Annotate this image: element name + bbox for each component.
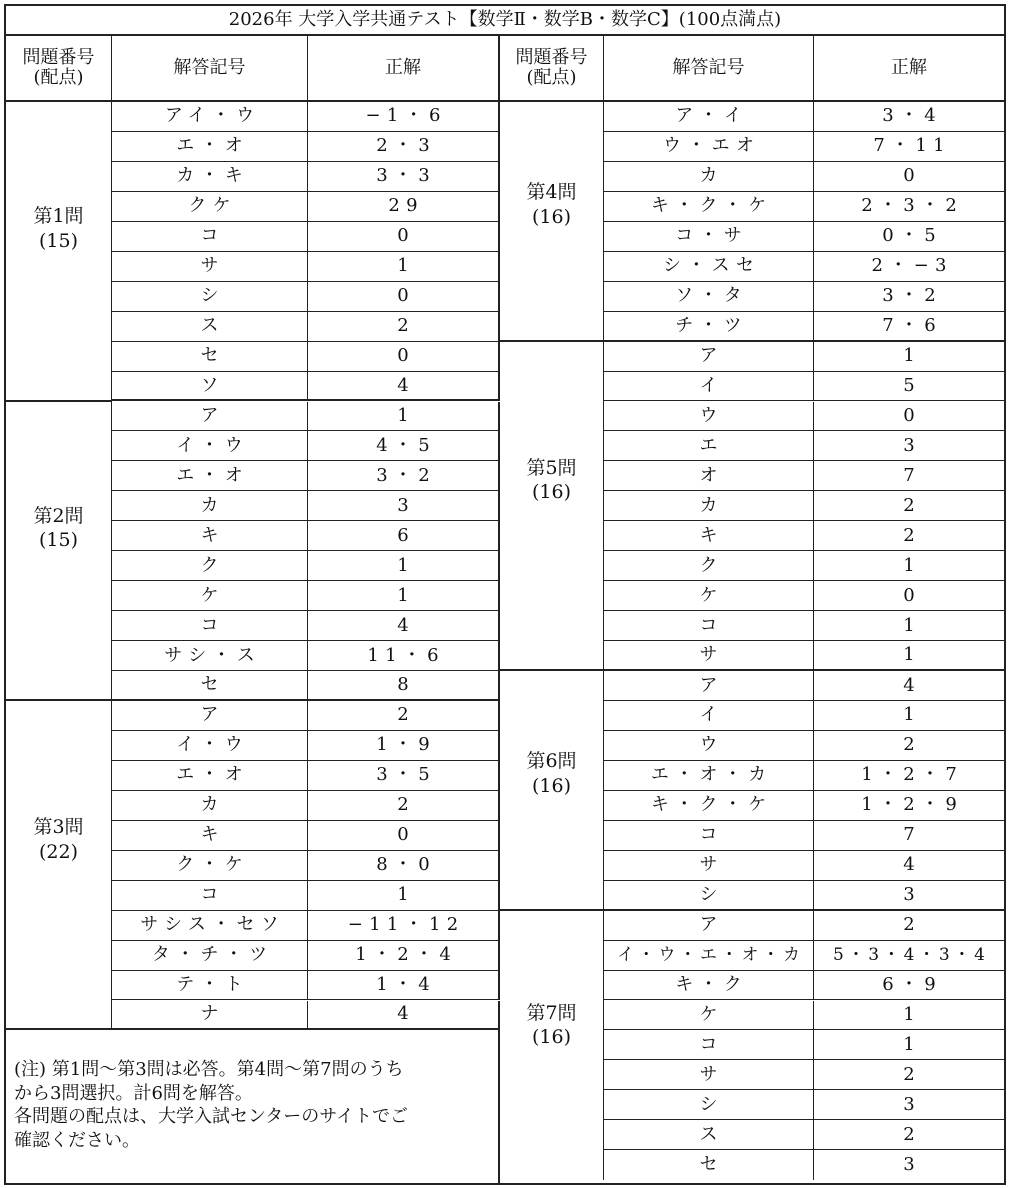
answer-symbol: エ・オ [112,461,308,491]
answer-symbol: ク [604,551,814,581]
answer-value: 7 [814,821,1004,851]
problem-points: (15) [38,529,78,552]
problem-label [500,671,604,911]
answer-symbol: ウ [604,731,814,761]
answer-value: 4 [308,372,500,402]
answer-value: 4・5 [308,431,500,461]
answer-symbol: タ・チ・ツ [112,941,308,971]
table-title: 2026年 大学入学共通テスト【数学Ⅱ・数学B・数学C】(100点満点) [6,6,1004,36]
answer-symbol: シ [604,881,814,911]
answer-value: 3・2 [814,282,1004,312]
answer-symbol: カ・キ [112,162,308,192]
footnote-line: から3問選択。計6問を解答。 [14,1082,253,1104]
answer-symbol: ソ・タ [604,282,814,312]
answer-symbol: ケ [604,1001,814,1031]
answer-symbol: カ [604,162,814,192]
answer-symbol: ク [112,551,308,581]
answer-symbol: コ [604,611,814,641]
answer-value: 4 [814,671,1004,701]
answer-value: 2 [308,791,500,821]
footnote [6,1030,500,1183]
answer-value: 0 [308,282,500,312]
answer-symbol: ウ・エオ [604,132,814,162]
problem-points: (16) [531,481,571,504]
answer-value: 1 [308,581,500,611]
answer-value: 4 [814,851,1004,881]
answer-value: 1 [814,1001,1004,1031]
answer-value: 2 [814,521,1004,551]
answer-value: 0 [814,581,1004,611]
answer-symbol: サ [604,641,814,671]
answer-symbol: シ [112,282,308,312]
problem-label [500,342,604,671]
problem-points: (16) [531,1026,571,1049]
answer-symbol: コ [112,611,308,641]
answer-symbol: クケ [112,192,308,222]
answer-symbol: テ・ト [112,971,308,1001]
header-problem-label: 問題番号 [515,47,588,69]
answer-value: 6・9 [814,971,1004,1001]
problem-number: 第4問 [526,181,577,203]
problem-points: (16) [531,774,571,797]
answer-value: 8・0 [308,851,500,881]
answer-value: 4 [308,611,500,641]
answer-value: 3・5 [308,761,500,791]
answer-value: 1 [814,551,1004,581]
answer-symbol: セ [604,1150,814,1180]
answer-symbol: ス [604,1120,814,1150]
answer-value: 2 [814,911,1004,941]
answer-symbol: サ [604,1060,814,1090]
answer-value: 1 [308,402,500,432]
answer-symbol: コ [112,881,308,911]
answer-symbol: イ・ウ [112,431,308,461]
answer-value: 2 [814,1060,1004,1090]
header-problem-left [6,36,112,102]
problem-label [6,701,112,1030]
problem-number: 第1問 [33,205,84,227]
header-problem-label: 問題番号 [22,47,95,69]
answer-symbol: ウ [604,402,814,432]
answer-value: 3 [814,1090,1004,1120]
answer-value: 2 [308,312,500,342]
answer-symbol: ソ [112,372,308,402]
answer-symbol: エ・オ・カ [604,761,814,791]
problem-label [500,102,604,342]
answer-symbol: イ・ウ [112,731,308,761]
header-symbol-right: 解答記号 [604,36,814,102]
answer-symbol: ケ [112,581,308,611]
answer-value: 3・4 [814,102,1004,132]
header-answer-right: 正解 [814,36,1004,102]
header-points-label: (配点) [33,67,84,88]
answer-symbol: シ・スセ [604,252,814,282]
answer-value: −1・6 [308,102,500,132]
header-points-label: (配点) [526,67,577,88]
answer-symbol: エ [604,431,814,461]
problem-points: (16) [531,205,571,228]
answer-symbol: ア [112,701,308,731]
problem-number: 第6問 [526,750,577,773]
answer-value: 3・3 [308,162,500,192]
problem-number: 第5問 [526,456,577,479]
answer-value: 4 [308,1001,500,1031]
answer-value: 5 [814,372,1004,402]
answer-value: 0・5 [814,222,1004,252]
answer-symbol: キ・ク [604,971,814,1001]
answer-value: 2・−3 [814,252,1004,282]
answer-value: 0 [814,402,1004,432]
answer-symbol: ク・ケ [112,851,308,881]
header-answer-left: 正解 [308,36,500,102]
problem-label [500,911,604,1181]
answer-symbol: ナ [112,1001,308,1031]
answer-value: 1・4 [308,971,500,1001]
answer-value: 5・3・4・3・4 [814,941,1004,971]
answer-symbol: キ [112,521,308,551]
answer-symbol: ア [604,342,814,372]
answer-symbol: カ [112,491,308,521]
answer-value: 2・3 [308,132,500,162]
answer-symbol: キ・ク・ケ [604,791,814,821]
answer-value: 3 [814,881,1004,911]
answer-value: 1・9 [308,731,500,761]
answer-symbol: コ [604,1030,814,1060]
footnote-line: 確認ください。 [14,1129,140,1151]
answer-value: 3・2 [308,461,500,491]
problem-number: 第7問 [526,1001,577,1024]
answer-symbol: ア [604,671,814,701]
footnote-line: 各問題の配点は、大学入試センターのサイトでご [14,1106,409,1128]
answer-value: 1 [308,551,500,581]
problem-label [6,102,112,402]
footnote-line: (注) 第1問〜第3問は必答。第4問〜第7問のうち [14,1059,404,1081]
answer-value: 7 [814,461,1004,491]
answer-symbol: カ [112,791,308,821]
answer-value: 1 [308,252,500,282]
answer-symbol: ケ [604,581,814,611]
answer-value: 0 [308,342,500,372]
answer-symbol: ア [112,402,308,432]
answer-value: 6 [308,521,500,551]
answer-symbol: コ [604,821,814,851]
answer-symbol: セ [112,671,308,701]
answer-value: 1 [814,701,1004,731]
answer-value: 7・6 [814,312,1004,342]
answer-value: 1・2・9 [814,791,1004,821]
answer-symbol: コ [112,222,308,252]
answer-value: 29 [308,192,500,222]
answer-value: 1 [814,1030,1004,1060]
answer-symbol: キ [112,821,308,851]
answer-value: 1 [814,641,1004,671]
answer-value: 0 [308,821,500,851]
answer-symbol: カ [604,491,814,521]
answer-symbol: ア・イ [604,102,814,132]
answer-value: 2 [814,731,1004,761]
answer-value: 2・3・2 [814,192,1004,222]
problem-points: (15) [38,229,78,252]
answer-value: −11・12 [308,911,500,941]
answer-symbol: エ・オ [112,761,308,791]
answer-symbol: イ [604,701,814,731]
problem-label [6,402,112,702]
answer-symbol: セ [112,342,308,372]
answer-value: 0 [814,162,1004,192]
answer-symbol: ス [112,312,308,342]
answer-value: 1 [814,342,1004,372]
answer-symbol: イ・ウ・エ・オ・カ [604,941,814,971]
answer-value: 1 [308,881,500,911]
answer-symbol: オ [604,461,814,491]
answer-value: 2 [814,1120,1004,1150]
answer-value: 2 [814,491,1004,521]
answer-value: 8 [308,671,500,701]
answer-symbol: キ [604,521,814,551]
answer-symbol: コ・サ [604,222,814,252]
answer-symbol: シ [604,1090,814,1120]
answer-symbol: サ [112,252,308,282]
problem-number: 第3問 [33,816,84,838]
answer-symbol: ア [604,911,814,941]
answer-value: 1・2・7 [814,761,1004,791]
problem-number: 第2問 [33,504,84,527]
answer-value: 0 [308,222,500,252]
answer-key-table [4,4,1006,1185]
answer-value: 3 [903,1154,922,1176]
header-problem-right [500,36,604,102]
answer-value: 1 [814,611,1004,641]
answer-symbol: サ [604,851,814,881]
answer-value: 11・6 [308,641,500,671]
answer-symbol: イ [604,372,814,402]
answer-value: 7・11 [814,132,1004,162]
answer-symbol: チ・ツ [604,312,814,342]
header-symbol-left: 解答記号 [112,36,308,102]
answer-value: 3 [814,431,1004,461]
answer-value: 1・2・4 [308,941,500,971]
problem-points: (22) [38,840,78,863]
answer-symbol: エ・オ [112,132,308,162]
answer-value: 2 [308,701,500,731]
answer-symbol: サシス・セソ [112,911,308,941]
answer-symbol: アイ・ウ [112,102,308,132]
answer-symbol: キ・ク・ケ [604,192,814,222]
answer-value: 3 [308,491,500,521]
answer-symbol: サシ・ス [112,641,308,671]
